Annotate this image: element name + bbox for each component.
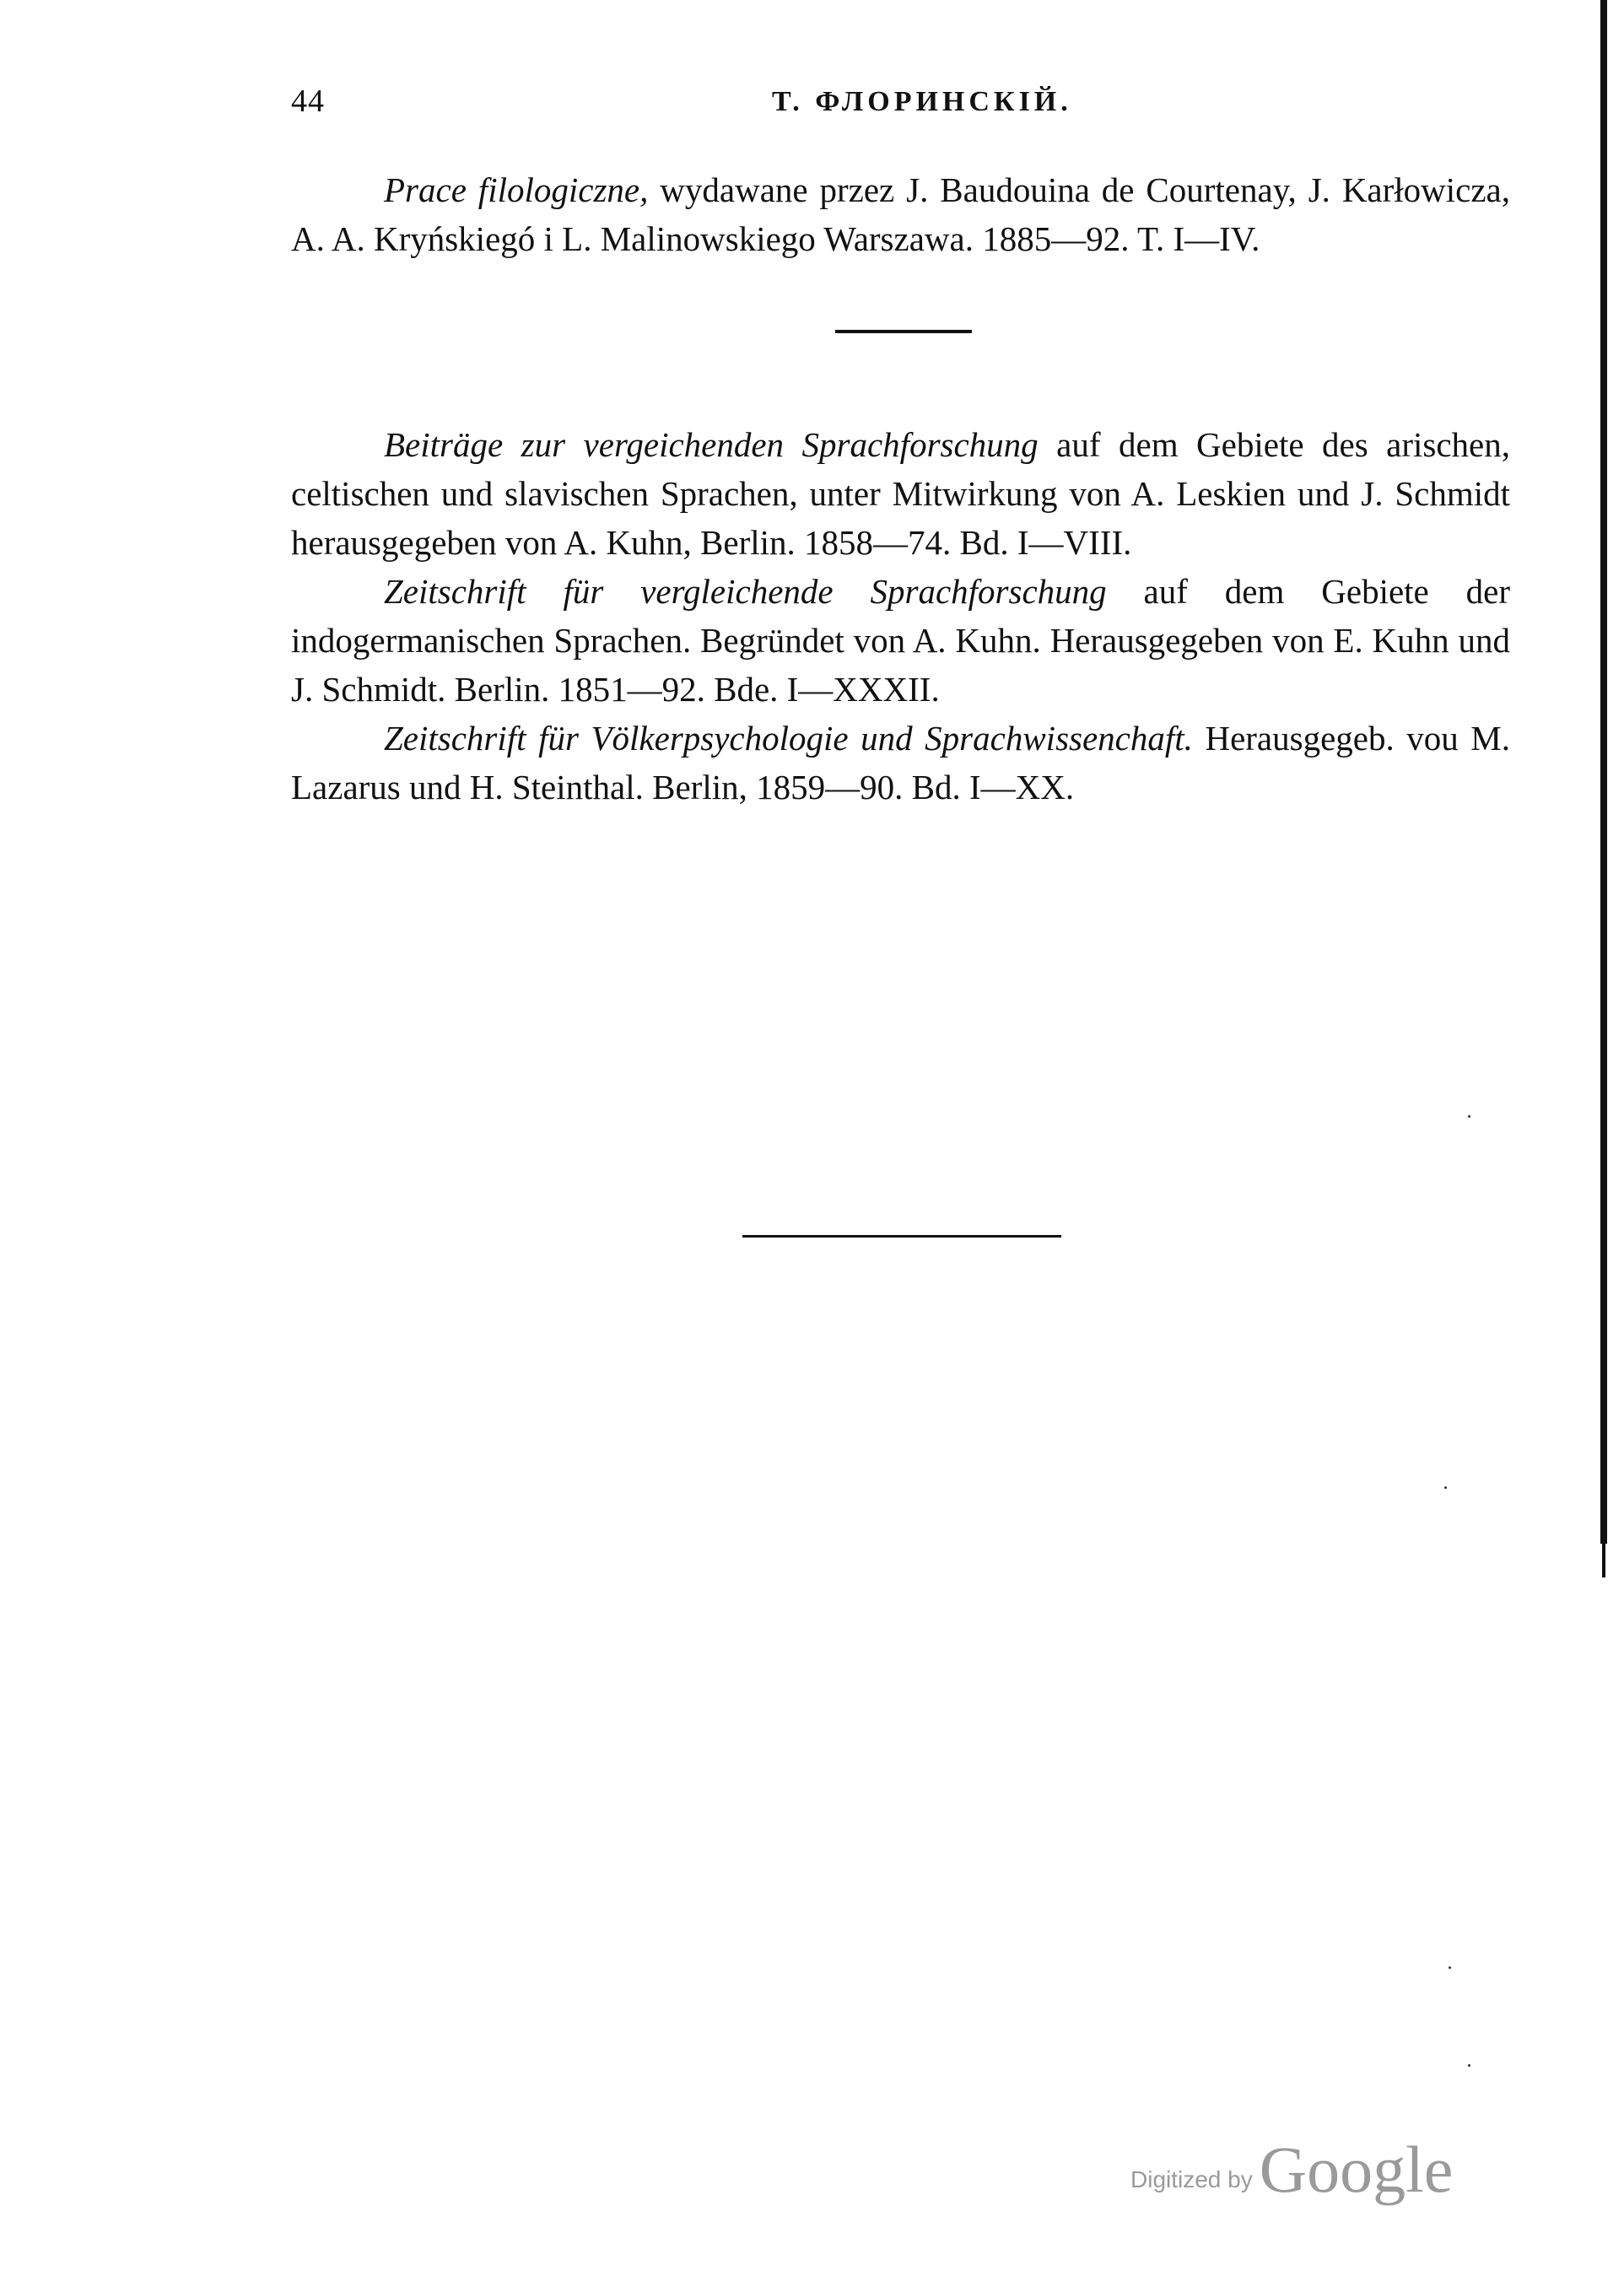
scan-speck xyxy=(1449,1966,1451,1969)
entry-title: Zeitschrift für vergleichende Sprachforschung xyxy=(384,572,1107,611)
bibliography-block-1 xyxy=(291,165,1510,263)
entry-body: Herausgegeb. vou M. Lazarus und H. Steinthal. Berlin, 1859—90. Bd. I—XX. xyxy=(291,719,1511,806)
bibliography-entry xyxy=(291,714,1510,812)
end-rule xyxy=(742,1235,1061,1238)
scan-speck xyxy=(1468,1115,1470,1118)
page-edge-shadow-tail xyxy=(1602,1544,1605,1577)
bibliography-block-2 xyxy=(291,420,1510,812)
entry-body: wydawane przez J. Baudouina de Courtenay, J. Karłowicza, A. A. Kryńskiegó i L. Malinowskiego Warszawa. 1885—92. T. I—IV. xyxy=(291,170,1511,258)
digitized-by-label: Digitized by xyxy=(1130,2166,1253,2192)
entry-title: Prace filologiczne, xyxy=(384,170,649,209)
digitized-by-google-watermark xyxy=(1130,2133,1454,2206)
scan-speck xyxy=(1468,2064,1470,2067)
bibliography-entry xyxy=(291,165,1510,263)
page-number: 44 xyxy=(291,84,325,119)
entry-title: Zeitschrift für Völkerpsychologie und Sprachwissenchaft. xyxy=(384,719,1193,758)
page-edge-shadow xyxy=(1600,0,1607,1544)
entry-body: auf dem Gebiete der indogermanischen Sprachen. Begründet von A. Kuhn. Herausgegeben von E. Kuhn und J. Schmidt. Berlin. 1851—92. Bde. I—XXXII. xyxy=(291,572,1511,709)
running-head: Т. ФЛОРИНСКІЙ. xyxy=(772,86,1072,117)
scan-speck xyxy=(1444,1486,1447,1489)
bibliography-entry xyxy=(291,567,1510,714)
entry-body: auf dem Gebiete des arischen, celtischen und slavischen Sprachen, unter Mitwirkung von A. Leskien und J. Schmidt herausgegeben von A. Kuhn, Berlin. 1858—74. Bd. I—VIII. xyxy=(291,425,1510,562)
google-logo: Google xyxy=(1259,2133,1454,2206)
entry-title: Beiträge zur vergeichenden Sprachforschung xyxy=(384,425,1039,464)
section-divider xyxy=(835,330,972,333)
page-header xyxy=(291,83,1510,133)
bibliography-entry xyxy=(291,420,1510,567)
